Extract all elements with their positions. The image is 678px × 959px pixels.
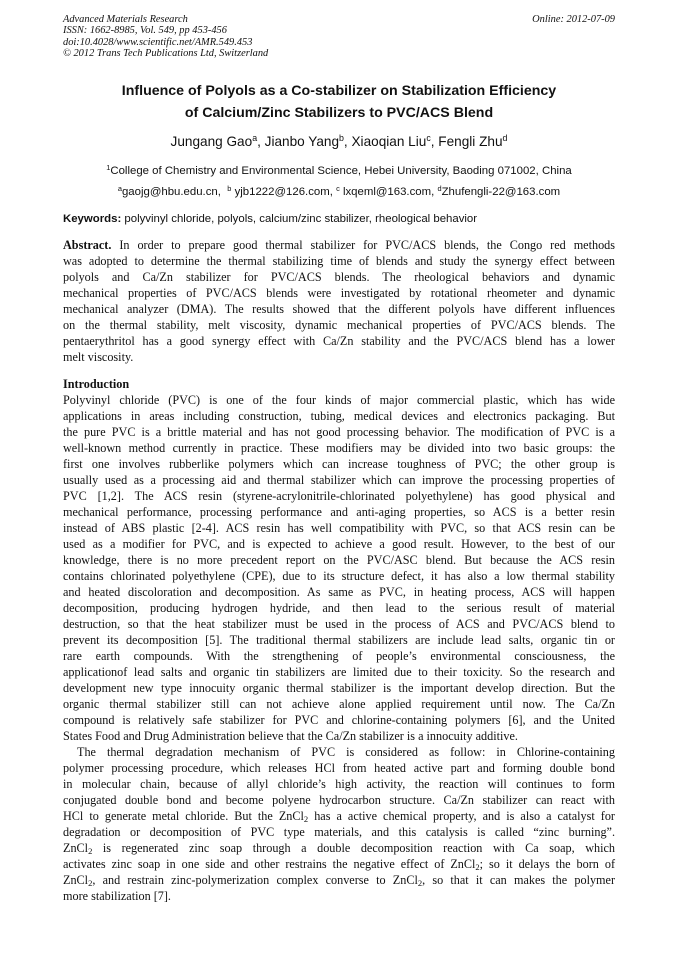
author-mark: c — [426, 133, 431, 144]
doi-line: doi:10.4028/www.scientific.net/AMR.549.453 — [63, 36, 253, 48]
body-line: compound is relatively safe stabilizer for PVC and chlorine-containing polymers [6], and the United — [63, 713, 615, 727]
affiliation-text: College of Chemistry and Environmental Science, Hebei University, Baoding 071002, China — [110, 165, 572, 177]
section-heading-introduction: Introduction — [63, 377, 130, 391]
email-mark: b — [227, 183, 232, 193]
email-mark: d — [437, 183, 442, 193]
author-mark: d — [502, 133, 508, 144]
body-line: ZnCl$_2$, and restrain zinc-polymerization complex converse to ZnCl$_2$, so that it can makes the polymer — [63, 873, 615, 889]
subscript-2: 2 — [417, 878, 423, 889]
abstract-line: melt viscosity. — [63, 350, 134, 364]
body-line: prevent its decomposition [5]. The traditional thermal stabilizers are include lead salts, organic tin or — [63, 633, 615, 647]
subscript-2: 2 — [475, 862, 480, 873]
body-line: organic thermal stabilizer still can not achieve alone applied requirement until now. The Ca/Zn — [63, 697, 615, 711]
keywords — [63, 212, 477, 226]
body-line: decomposition, producing hydrogen hydride, and then lead to the serious result of material — [63, 601, 615, 615]
abstract-line: was adopted to determine the thermal stabilizing time of blends and study the synergy effect between — [63, 254, 615, 268]
body-line: rare earth compounds. With the strengthening of people’s environmental consciousness, the — [63, 649, 615, 663]
author-list: Jungang Gao$^a$, Jianbo Yang$^b$, Xiaoqian Liu$^c$, Fengli Zhu$^d$ — [170, 133, 508, 149]
body-line: contains chlorinated polyethylene (CPE), due to its structure defect, it has also a low thermal stability — [63, 569, 615, 583]
copyright-line: © 2012 Trans Tech Publications Ltd, Switzerland — [63, 47, 269, 59]
abstract-line: on the thermal stability, melt viscosity, dynamic mechanical properties of PVC/ACS blends. The — [63, 318, 615, 332]
keywords-text: polyvinyl chloride, polyols, calcium/zinc stabilizer, rheological behavior — [124, 213, 478, 225]
subscript-2: 2 — [88, 846, 93, 857]
body-line: destruction, so that the heat stabilizer must be used in the process of ACS and PVC/ACS blend to — [63, 617, 615, 631]
paper-title — [40, 80, 638, 124]
body-line: mechanical performance, processing performance and anti-aging properties, so ACS is a better resin — [63, 505, 615, 519]
body-line: used as a modifier for PVC, and is expected to achieve a good result. However, to the best of our — [63, 537, 615, 551]
journal-header — [63, 14, 268, 59]
journal-name: Advanced Materials Research — [63, 14, 188, 25]
abstract-line: polyols and Ca/Zn stabilizer for PVC/ACS blends. The rheological behaviors and dynamic — [63, 270, 615, 284]
subscript-2: 2 — [88, 878, 93, 889]
author-mark: a — [252, 133, 258, 144]
body-line: development new type innocuity organic thermal stabilizer is the important develop direction. But the — [63, 681, 615, 695]
body-line: the pure PVC is a brittle material and has not good processing behavior. The modification of PVC is a — [63, 425, 615, 439]
email-list — [40, 185, 638, 199]
body-line: first one involves rubberlike polymers which can increase toughness of PVC; the other group is — [63, 457, 615, 471]
abstract — [63, 237, 615, 365]
subscript-2: 2 — [303, 814, 309, 825]
author-name: Fengli Zhu — [438, 134, 503, 149]
body-line: more stabilization [7]. — [63, 889, 171, 903]
body-line: applications in areas including construction, tubing, medical devices and electronics packaging. But — [63, 409, 615, 423]
body-line: instead of ABS plastic [2-4]. ACS resin has well compatibility with PVC, so that ACS resin can be — [63, 521, 615, 535]
body-line: conjugated double bond and become polyene hydrocarbon structure. Ca/Zn stabilizer can react with — [63, 793, 615, 807]
body-line: activates zinc soap in one side and other restrains the negative effect of ZnCl$_2$; so it delays the born of — [63, 857, 616, 873]
body-line: The thermal degradation mechanism of PVC is considered as follow: in Chlorine-containing — [77, 745, 615, 759]
email-mark: a — [117, 183, 122, 193]
abstract-line: mechanical properties of PVC/ACS blends were investigated by rotational rheometer and dynamic — [63, 286, 615, 300]
email-address: yjb1222@126.com, — [234, 186, 333, 198]
body-line: polymer processing procedure, which releases HCl from heated active part and forming double bond — [63, 761, 615, 775]
body-line: degradation or decomposition of PVC type materials, and this catalysis is called “zinc burning”. — [63, 825, 615, 839]
body-line: knowledge, there is no more precedent report on the PVC/ASC blend. But because the ACS resin — [63, 553, 615, 567]
online-date: Online: 2012-07-09 — [532, 14, 615, 25]
email-address: lxqeml@163.com, — [342, 186, 435, 198]
title-line-1: Influence of Polyols as a Co-stabilizer on Stabilization Efficiency — [121, 83, 557, 99]
affiliation — [40, 164, 638, 178]
body-line: Polyvinyl chloride (PVC) is one of the four kinds of major commercial plastic, which has wide — [63, 393, 615, 407]
author-mark: b — [339, 133, 344, 144]
email-mark: c — [336, 183, 340, 193]
email-address: gaojg@hbu.edu.cn, — [121, 186, 221, 198]
author-name: Jungang Gao — [170, 134, 253, 149]
issn-line: ISSN: 1662-8985, Vol. 549, pp 453-456 — [63, 25, 227, 37]
introduction-body — [63, 392, 615, 904]
body-line: well-known method currently in practice. These modifiers may be divided into two basic groups: the — [63, 441, 615, 455]
body-line: usually used as a processing aid and thermal stabilizer which can improve the processing properties of — [63, 473, 615, 487]
body-line: and heated discoloration and decomposition. As same as PVC, in heating process, ACS will happen — [63, 585, 615, 599]
affiliation-mark: 1 — [106, 162, 111, 172]
body-line: applicationof lead salts and organic tin stabilizers are limited due to their toxicity. So the research and — [63, 665, 615, 679]
abstract-label: Abstract. — [63, 238, 112, 252]
body-line: PVC [1,2]. The ACS resin (styrene-acrylonitrile-chlorinated polyethylene) has good physical and — [63, 489, 615, 503]
keywords-label: Keywords: — [63, 213, 122, 225]
title-line-2: of Calcium/Zinc Stabilizers to PVC/ACS Blend — [184, 105, 494, 121]
author-name: Xiaoqian Liu — [351, 134, 427, 149]
abstract-line: mechanical analyzer (DMA). The results showed that the different polyols have different influences — [63, 302, 615, 316]
body-line: HCl to generate metal chloride. But the ZnCl$_2$ has a active chemical property, and is also a catalyst for — [63, 809, 615, 825]
email-address: Zhufengli-22@163.com — [441, 186, 561, 198]
abstract-line: pentaerythritol has a good synergy effect with Ca/Zn stability and the PVC/ACS blend has a lower — [63, 334, 615, 348]
author-name: Jianbo Yang — [264, 134, 339, 149]
body-line: ZnCl$_2$ is regenerated zinc soap through a double decomposition reaction with Ca soap, which — [63, 841, 615, 857]
body-line: in molecular chain, because of allyl chloride’s high activity, the reaction will continues to form — [63, 777, 615, 791]
body-line: States Food and Drug Administration believe that the Ca/Zn stabilizer is a innocuity additive. — [63, 729, 518, 743]
abstract-line: Abstract. In order to prepare good thermal stabilizer for PVC/ACS blends, the Congo red methods — [63, 238, 615, 252]
